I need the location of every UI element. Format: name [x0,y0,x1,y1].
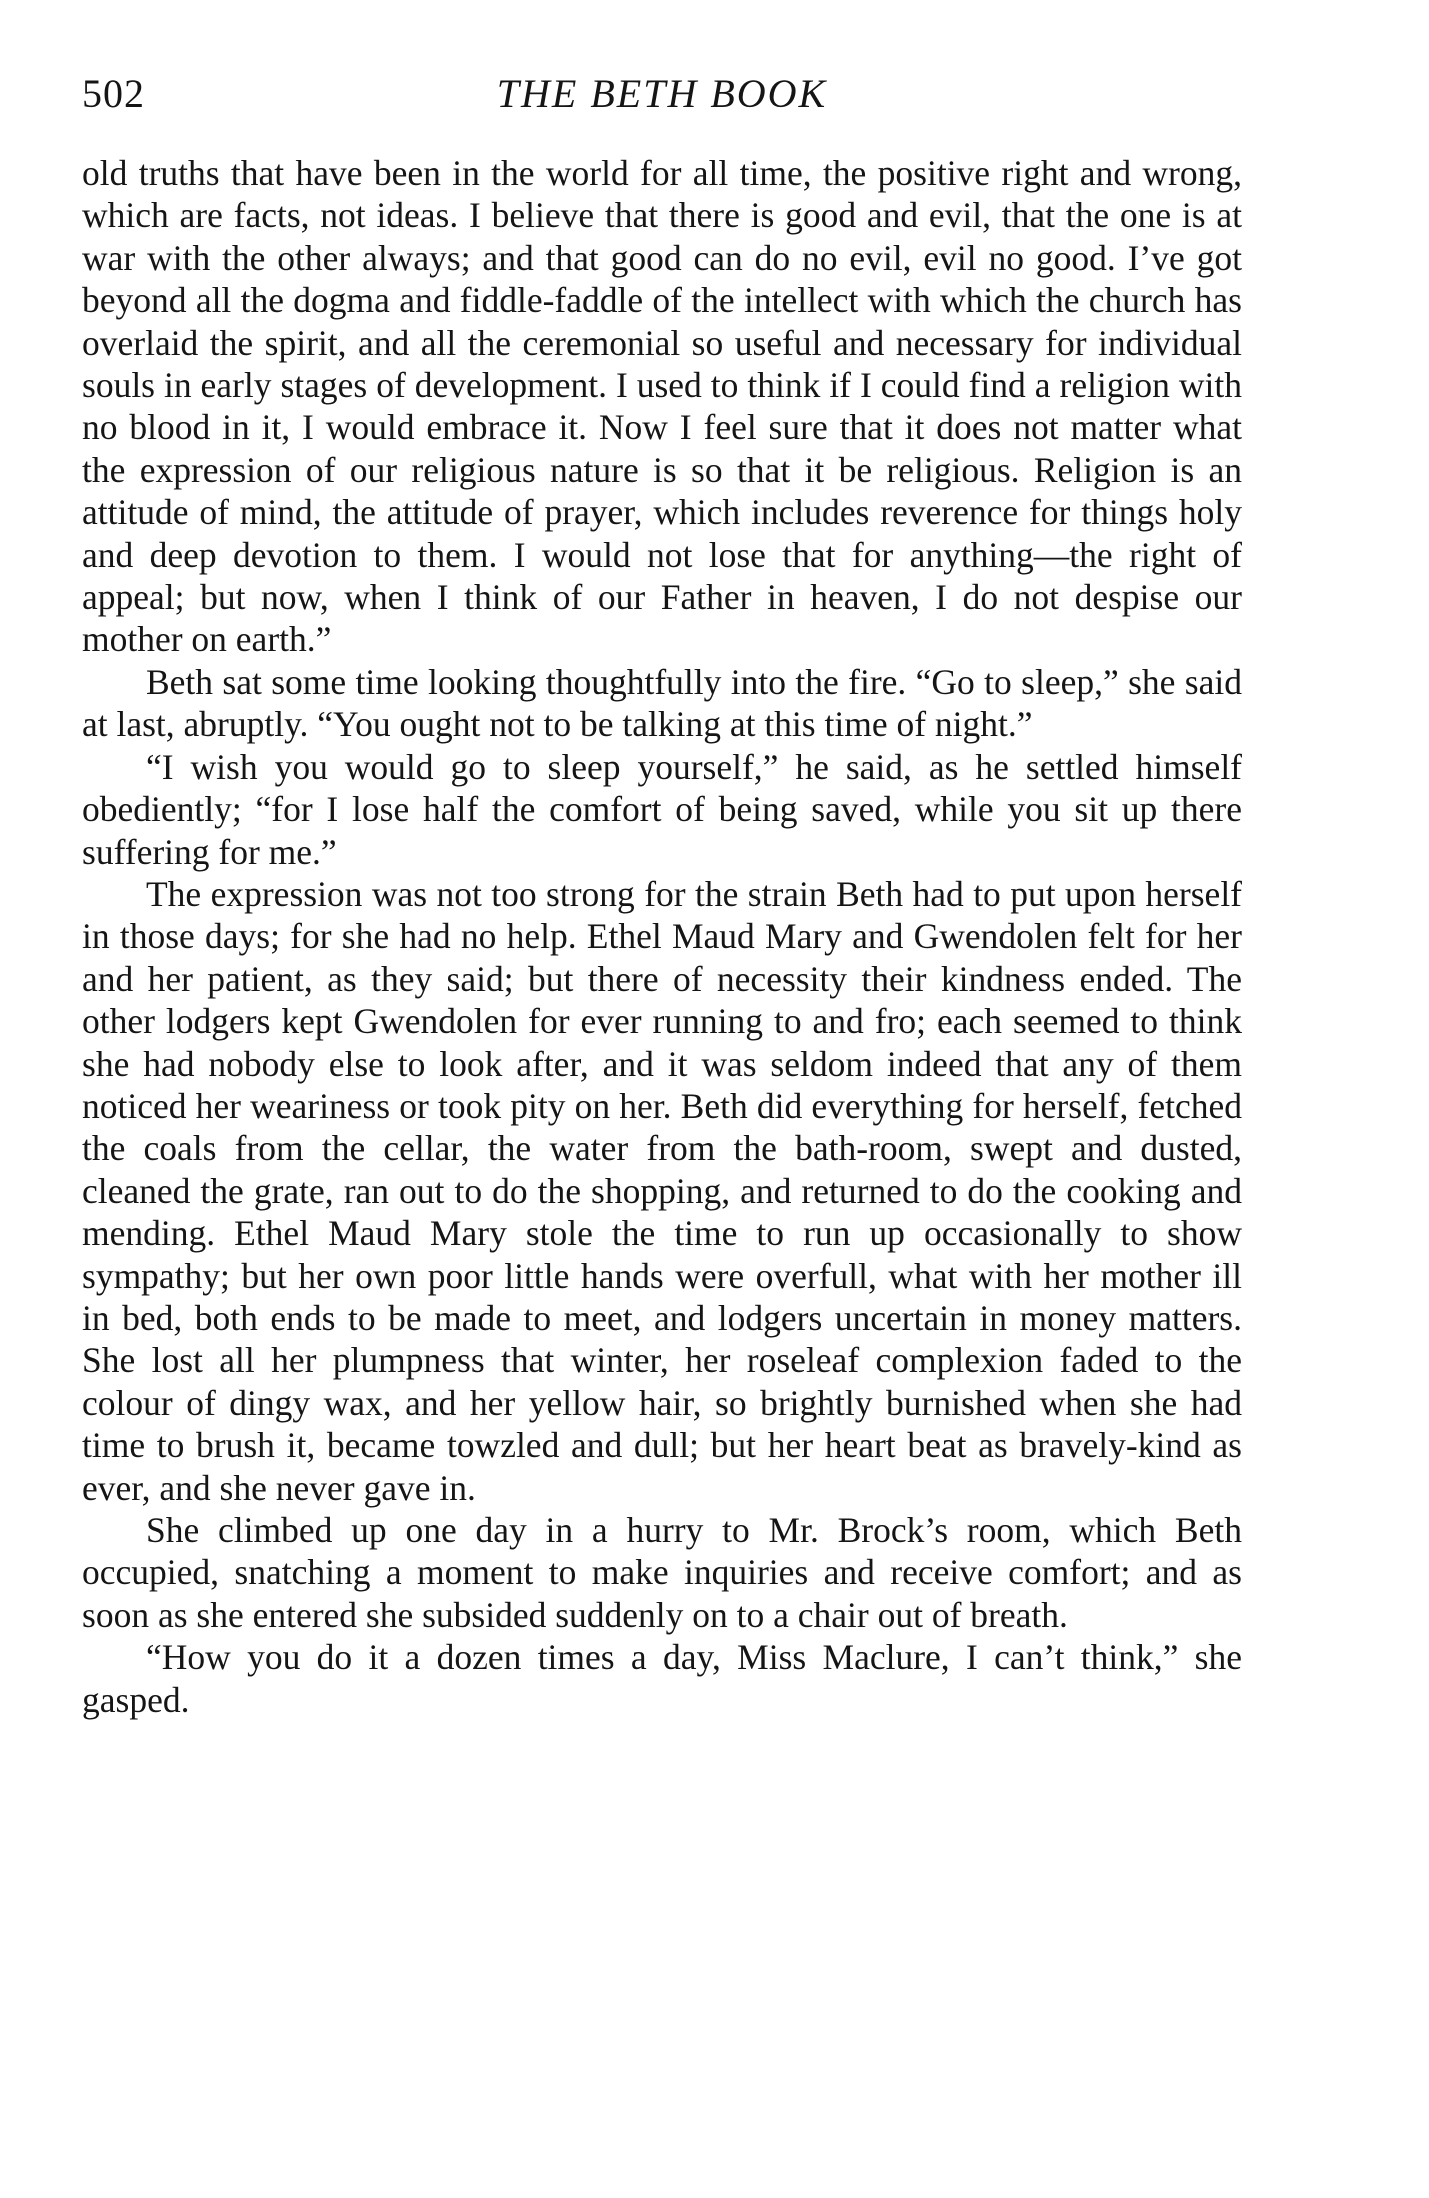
running-title: THE BETH BOOK [496,71,828,116]
paragraph: Beth sat some time looking thoughtfully into the fire. “Go to sleep,” she said at last, abruptly. “You ought not to be talking at this time of night.” [82,661,1242,745]
paragraph: She climbed up one day in a hurry to Mr. Brock’s room, which Beth occupied, snatching a moment to make inquiries and receive comfort; and as soon as she entered she subsided suddenly on to a chair out of breath. [82,1510,1242,1635]
paragraph: The expression was not too strong for the strain Beth had to put upon herself in those days; for she had no help. Ethel Maud Mary and Gwendolen felt for her and her patient, as they said; but there of necessity their kindness ended. The other lodgers kept Gwendolen for ever running to and fro; each seemed to think she had nobody else to look after, and it was seldom indeed that any of them noticed her weariness or took pity on her. Beth did everything for herself, fetched the coals from the cellar, the water from the bath-room, swept and dusted, cleaned the grate, ran out to do the shopping, and returned to do the cooking and mending. Ethel Maud Mary stole the time to run up occasionally to show sympathy; but her own poor little hands were overfull, what with her mother ill in bed, both ends to be made to meet, and lodgers uncertain in money matters. She lost all her plumpness that winter, her roseleaf complexion faded to the colour of dingy wax, and her yellow hair, so brightly burnished when she had time to brush it, became towzled and dull; but her heart beat as bravely-kind as ever, and she never gave in. [82,873,1242,1508]
page-header [82,70,1242,130]
paragraph-continued: old truths that have been in the world for all time, the positive right and wrong, which are facts, not ideas. I believe that there is good and evil, that the one is at war with the other always; and that good can do no evil, evil no good. I’ve got beyond all the dogma and fiddle-faddle of the intellect with which the church has overlaid the spirit, and all the ceremonial so useful and necessary for individual souls in early stages of development. I used to think if I could find a religion with no blood in it, I would embrace it. Now I feel sure that it does not matter what the expression of our religious nature is so that it be religious. Religion is an attitude of mind, the attitude of prayer, which includes reverence for things holy and deep devotion to them. I would not lose that for anything—the right of appeal; but now, when I think of our Father in heaven, I do not despise our mother on earth.” [82,153,1242,660]
paragraph: “How you do it a dozen times a day, Miss Maclure, I can’t think,” she gasped. [82,1637,1242,1720]
body-text [82,152,1242,1721]
page-number: 502 [82,71,145,116]
paragraph: “I wish you would go to sleep yourself,” he said, as he settled himself obediently; “for I lose half the comfort of being saved, while you sit up there suffering for me.” [82,746,1242,872]
